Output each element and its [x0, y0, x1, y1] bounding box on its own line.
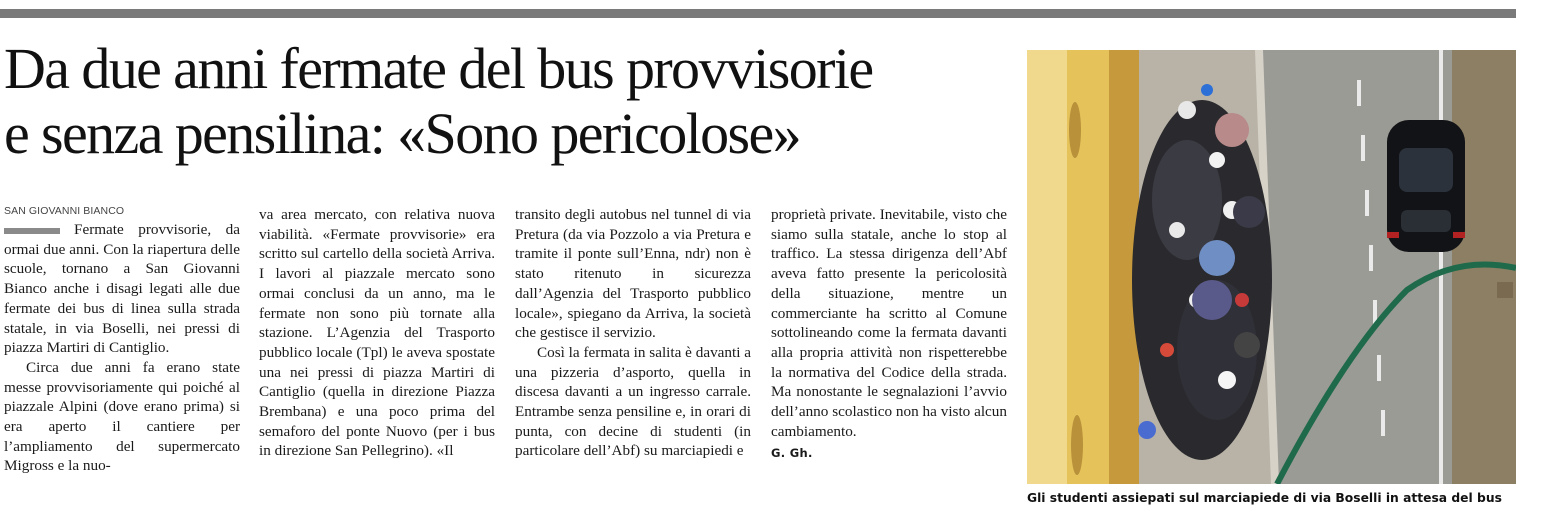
article-column-4: [771, 205, 1007, 464]
column-1-paragraph-1-text: Fermate provvisorie, da ormai due anni. Con la riapertura delle scuole, tornano a San Giovanni Bianco anche i disagi legati alle due fermate dei bus di linea sulla strada statale, in via Boselli, nei pressi di piazza Martiri di Cantiglio.: [4, 221, 240, 357]
photo-caption: Gli studenti assiepati sul marciapiede di via Boselli in attesa del bus: [1027, 491, 1502, 505]
article-column-1: [4, 205, 240, 476]
article-column-2: [259, 205, 495, 461]
headline-line-2: e senza pensilina: «Sono pericolose»: [4, 101, 801, 166]
dateline: SAN GIOVANNI BIANCO: [4, 205, 125, 217]
lead-bar: [4, 228, 60, 234]
column-1-paragraph-1: [4, 220, 240, 358]
column-4-paragraph-1: proprietà private. Inevitabile, visto che siamo sulla statale, anche lo stop al traffico. La stessa dirigenza dell’Abf aveva fatto presente la pericolosità della situazione, mentre un commerciante ha scritto al Comune sottolineando come la fermata davanti alla propria attività non rispetterebbe la normativa del Codice della strada. Ma nonostante le segnalazioni l’avvio dell’anno scolastico non ha visto alcun cambiamento.: [771, 206, 1007, 440]
top-rule: [0, 9, 1516, 18]
news-photo: [1027, 50, 1516, 484]
headline: [4, 36, 1004, 166]
author-signature: G. Gh.: [771, 446, 813, 461]
article-column-3: [515, 205, 751, 461]
photo-car: [1387, 120, 1465, 252]
headline-line-1: Da due anni fermate del bus provvisorie: [4, 36, 873, 101]
column-2-paragraph-1: va area mercato, con relativa nuova viabilità. «Fermate provvisorie» era scritto sul cartello della società Arriva. I lavori al piazzale mercato sono ormai conclusi da un anno, ma le fermate non sono più tornate alla stazione. L’Agenzia del Trasporto pubblico locale (Tpl) le aveva spostate una nei pressi di piazza Martiri di Cantiglio (quella in direzione Piazza Brembana) e una poco prima del semaforo del ponte Nuovo (per i bus in direzione San Pellegrino). «Il: [259, 206, 495, 460]
column-3-paragraph-2: Così la fermata in salita è davanti a una pizzeria d’asporto, quella in discesa davanti a un ingresso carrale. Entrambe senza pensiline e, in orari di punta, con decine di studenti (in particolare dell’Abf) su marciapiedi e: [515, 343, 751, 460]
column-1-paragraph-2: Circa due anni fa erano state messe provvisoriamente qui poiché al piazzale Alpini (dove erano prima) si era aperto il cantiere per l’ampliamento del supermercato Migross e la nuo-: [4, 358, 240, 475]
column-3-paragraph-1: transito degli autobus nel tunnel di via Pretura (da via Pozzolo a via Pretura e tramite il ponte sull’Enna, ndr) non è stato ritenuto in sicurezza dall’Agenzia del Trasporto pubblico locale», spiegano da Arriva, la società che gestisce il servizio.: [515, 206, 751, 342]
